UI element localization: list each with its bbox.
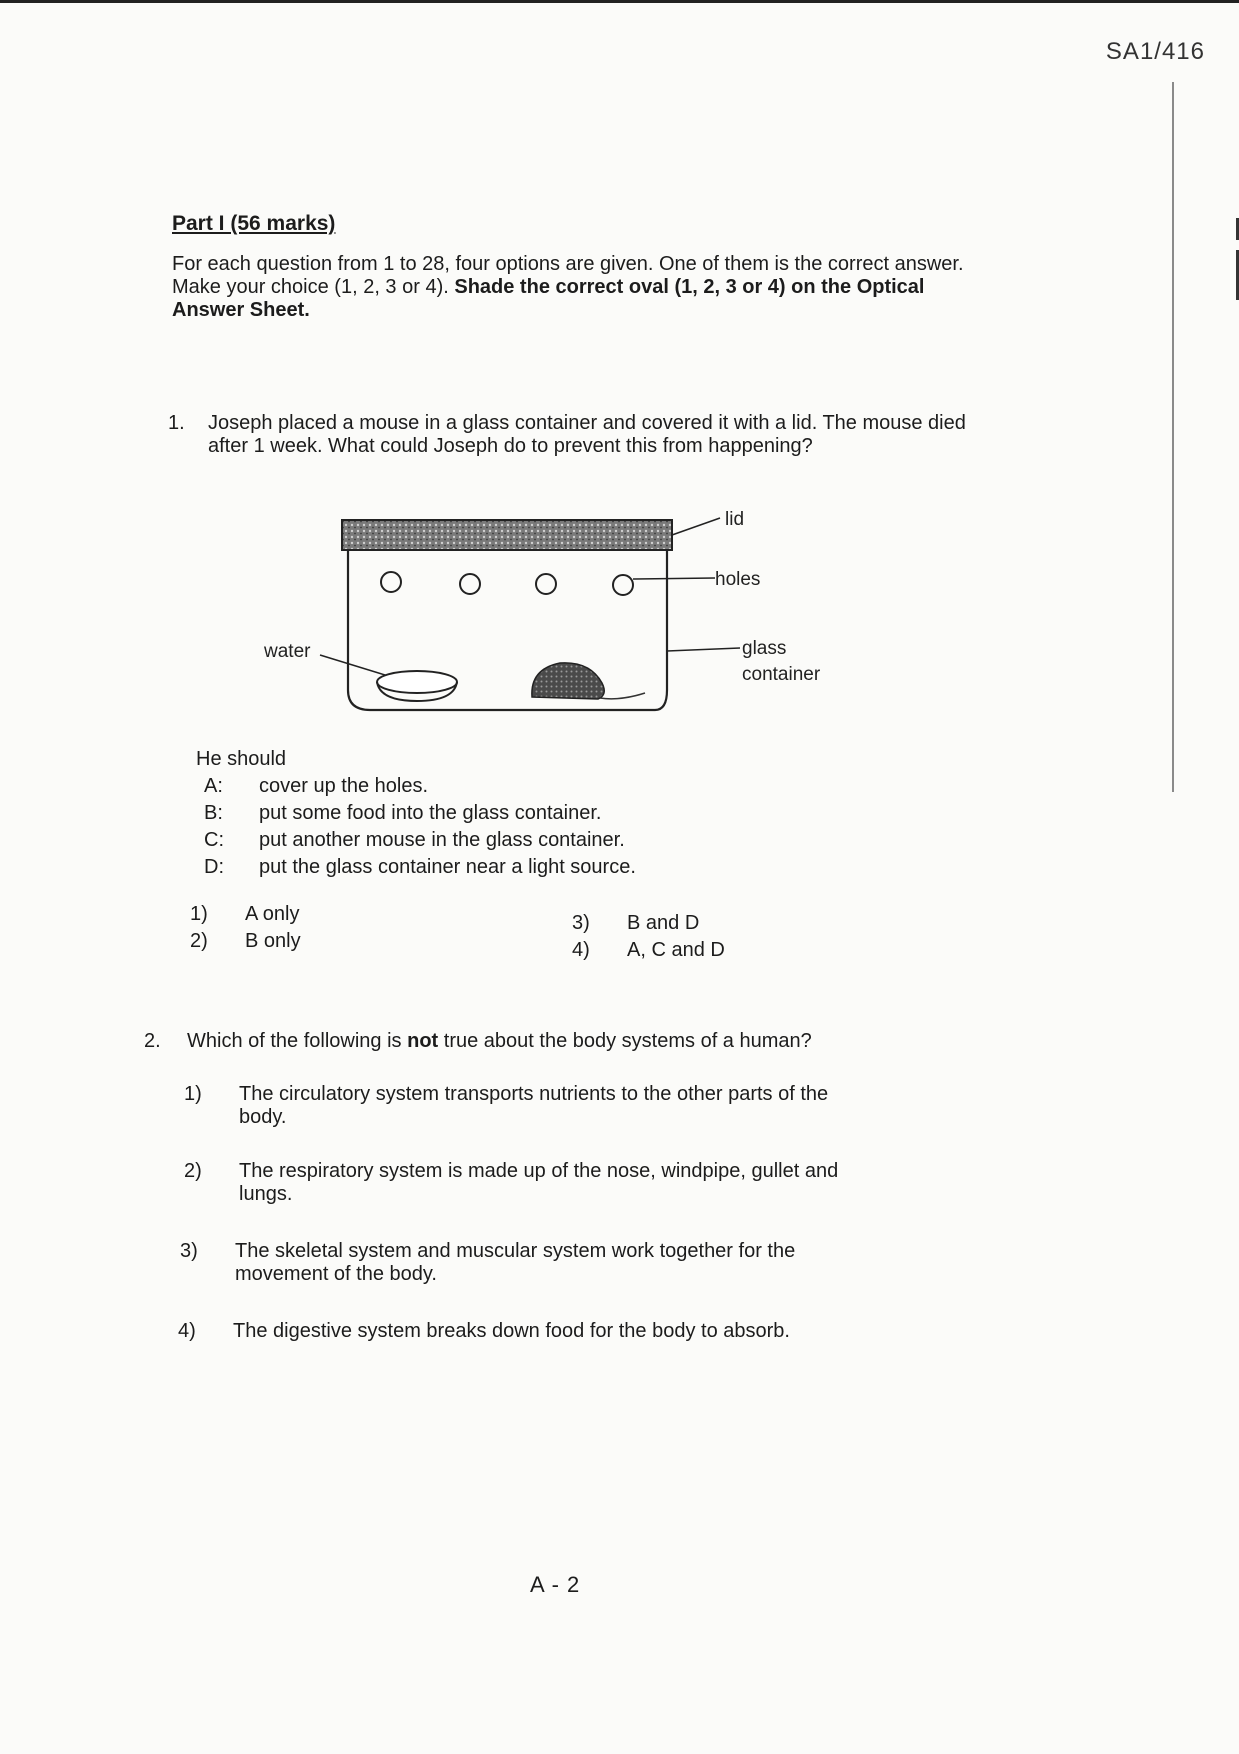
- water-dish-icon: [377, 671, 457, 693]
- scan-top-edge: [0, 0, 1239, 3]
- option-number: 4): [572, 939, 590, 961]
- option-number: 1): [190, 903, 208, 925]
- question-text-part: Which of the following is: [187, 1030, 402, 1052]
- option-number: 3): [572, 912, 590, 934]
- mouse-icon: [532, 663, 604, 699]
- statement-letter: A:: [204, 775, 223, 797]
- hole-icon: [460, 574, 480, 594]
- question-text: [187, 1030, 812, 1053]
- question-number: 1.: [168, 412, 185, 434]
- option-text: B only: [245, 930, 301, 952]
- hole-icon: [613, 575, 633, 595]
- label-glass: glass: [742, 638, 787, 659]
- option-text: The respiratory system is made up of the nose, windpipe, gullet and lungs.: [239, 1160, 839, 1205]
- option-number: 4): [178, 1320, 196, 1342]
- label-holes: holes: [715, 569, 761, 590]
- statement-letter: D:: [204, 856, 224, 878]
- instructions: [172, 253, 992, 322]
- instructions-bold: Shade the correct oval (1, 2, 3 or 4) on the Optical Answer Sheet.: [172, 276, 925, 321]
- margin-rule: [1172, 82, 1174, 792]
- question-stem: He should: [196, 748, 287, 770]
- part-header: [172, 212, 1012, 322]
- mouse-container-diagram: [260, 505, 860, 720]
- question-text-part: true about the body systems of a human?: [443, 1030, 812, 1052]
- label-water: water: [264, 641, 311, 662]
- lid-shape: [342, 520, 672, 550]
- question-number: 2.: [144, 1030, 161, 1052]
- q1-option-1: [190, 903, 299, 926]
- option-number: 1): [184, 1083, 202, 1105]
- q1-option-2: [190, 930, 301, 953]
- option-text: B and D: [627, 912, 700, 934]
- question-text: Joseph placed a mouse in a glass container and covered it with a lid. The mouse died after 1 week. What could Joseph do to prevent this from happening?: [208, 412, 966, 457]
- instructions-plain: For each question from 1 to 28, four options are given. One of them is the correct answer. Make your choice (1, 2, 3 or 4).: [172, 253, 964, 298]
- statement-text: put the glass container near a light source.: [259, 856, 636, 878]
- question-text-emphasis: not: [407, 1030, 439, 1052]
- page-code: SA1/416: [1105, 38, 1205, 65]
- statement-text: cover up the holes.: [259, 775, 428, 797]
- option-number: 2): [190, 930, 208, 952]
- q1-option-3: [572, 912, 699, 935]
- hole-icon: [536, 574, 556, 594]
- option-text: The digestive system breaks down food for the body to absorb.: [233, 1320, 790, 1342]
- statement-text: put another mouse in the glass container.: [259, 829, 625, 851]
- part-title: Part I (56 marks): [172, 212, 336, 235]
- q1-option-4: [572, 939, 725, 962]
- statement-letter: C:: [204, 829, 224, 851]
- option-text: The circulatory system transports nutrients to the other parts of the body.: [239, 1083, 829, 1128]
- page-number: A - 2: [530, 1572, 581, 1597]
- label-lid: lid: [725, 509, 745, 530]
- option-number: 2): [184, 1160, 202, 1182]
- statement-text: put some food into the glass container.: [259, 802, 602, 824]
- label-container: container: [742, 664, 821, 685]
- option-number: 3): [180, 1240, 198, 1262]
- option-text: A only: [245, 903, 300, 925]
- option-text: A, C and D: [627, 939, 725, 961]
- statement-letter: B:: [204, 802, 223, 824]
- option-text: The skeletal system and muscular system work together for the movement of the body.: [235, 1240, 796, 1285]
- hole-icon: [381, 572, 401, 592]
